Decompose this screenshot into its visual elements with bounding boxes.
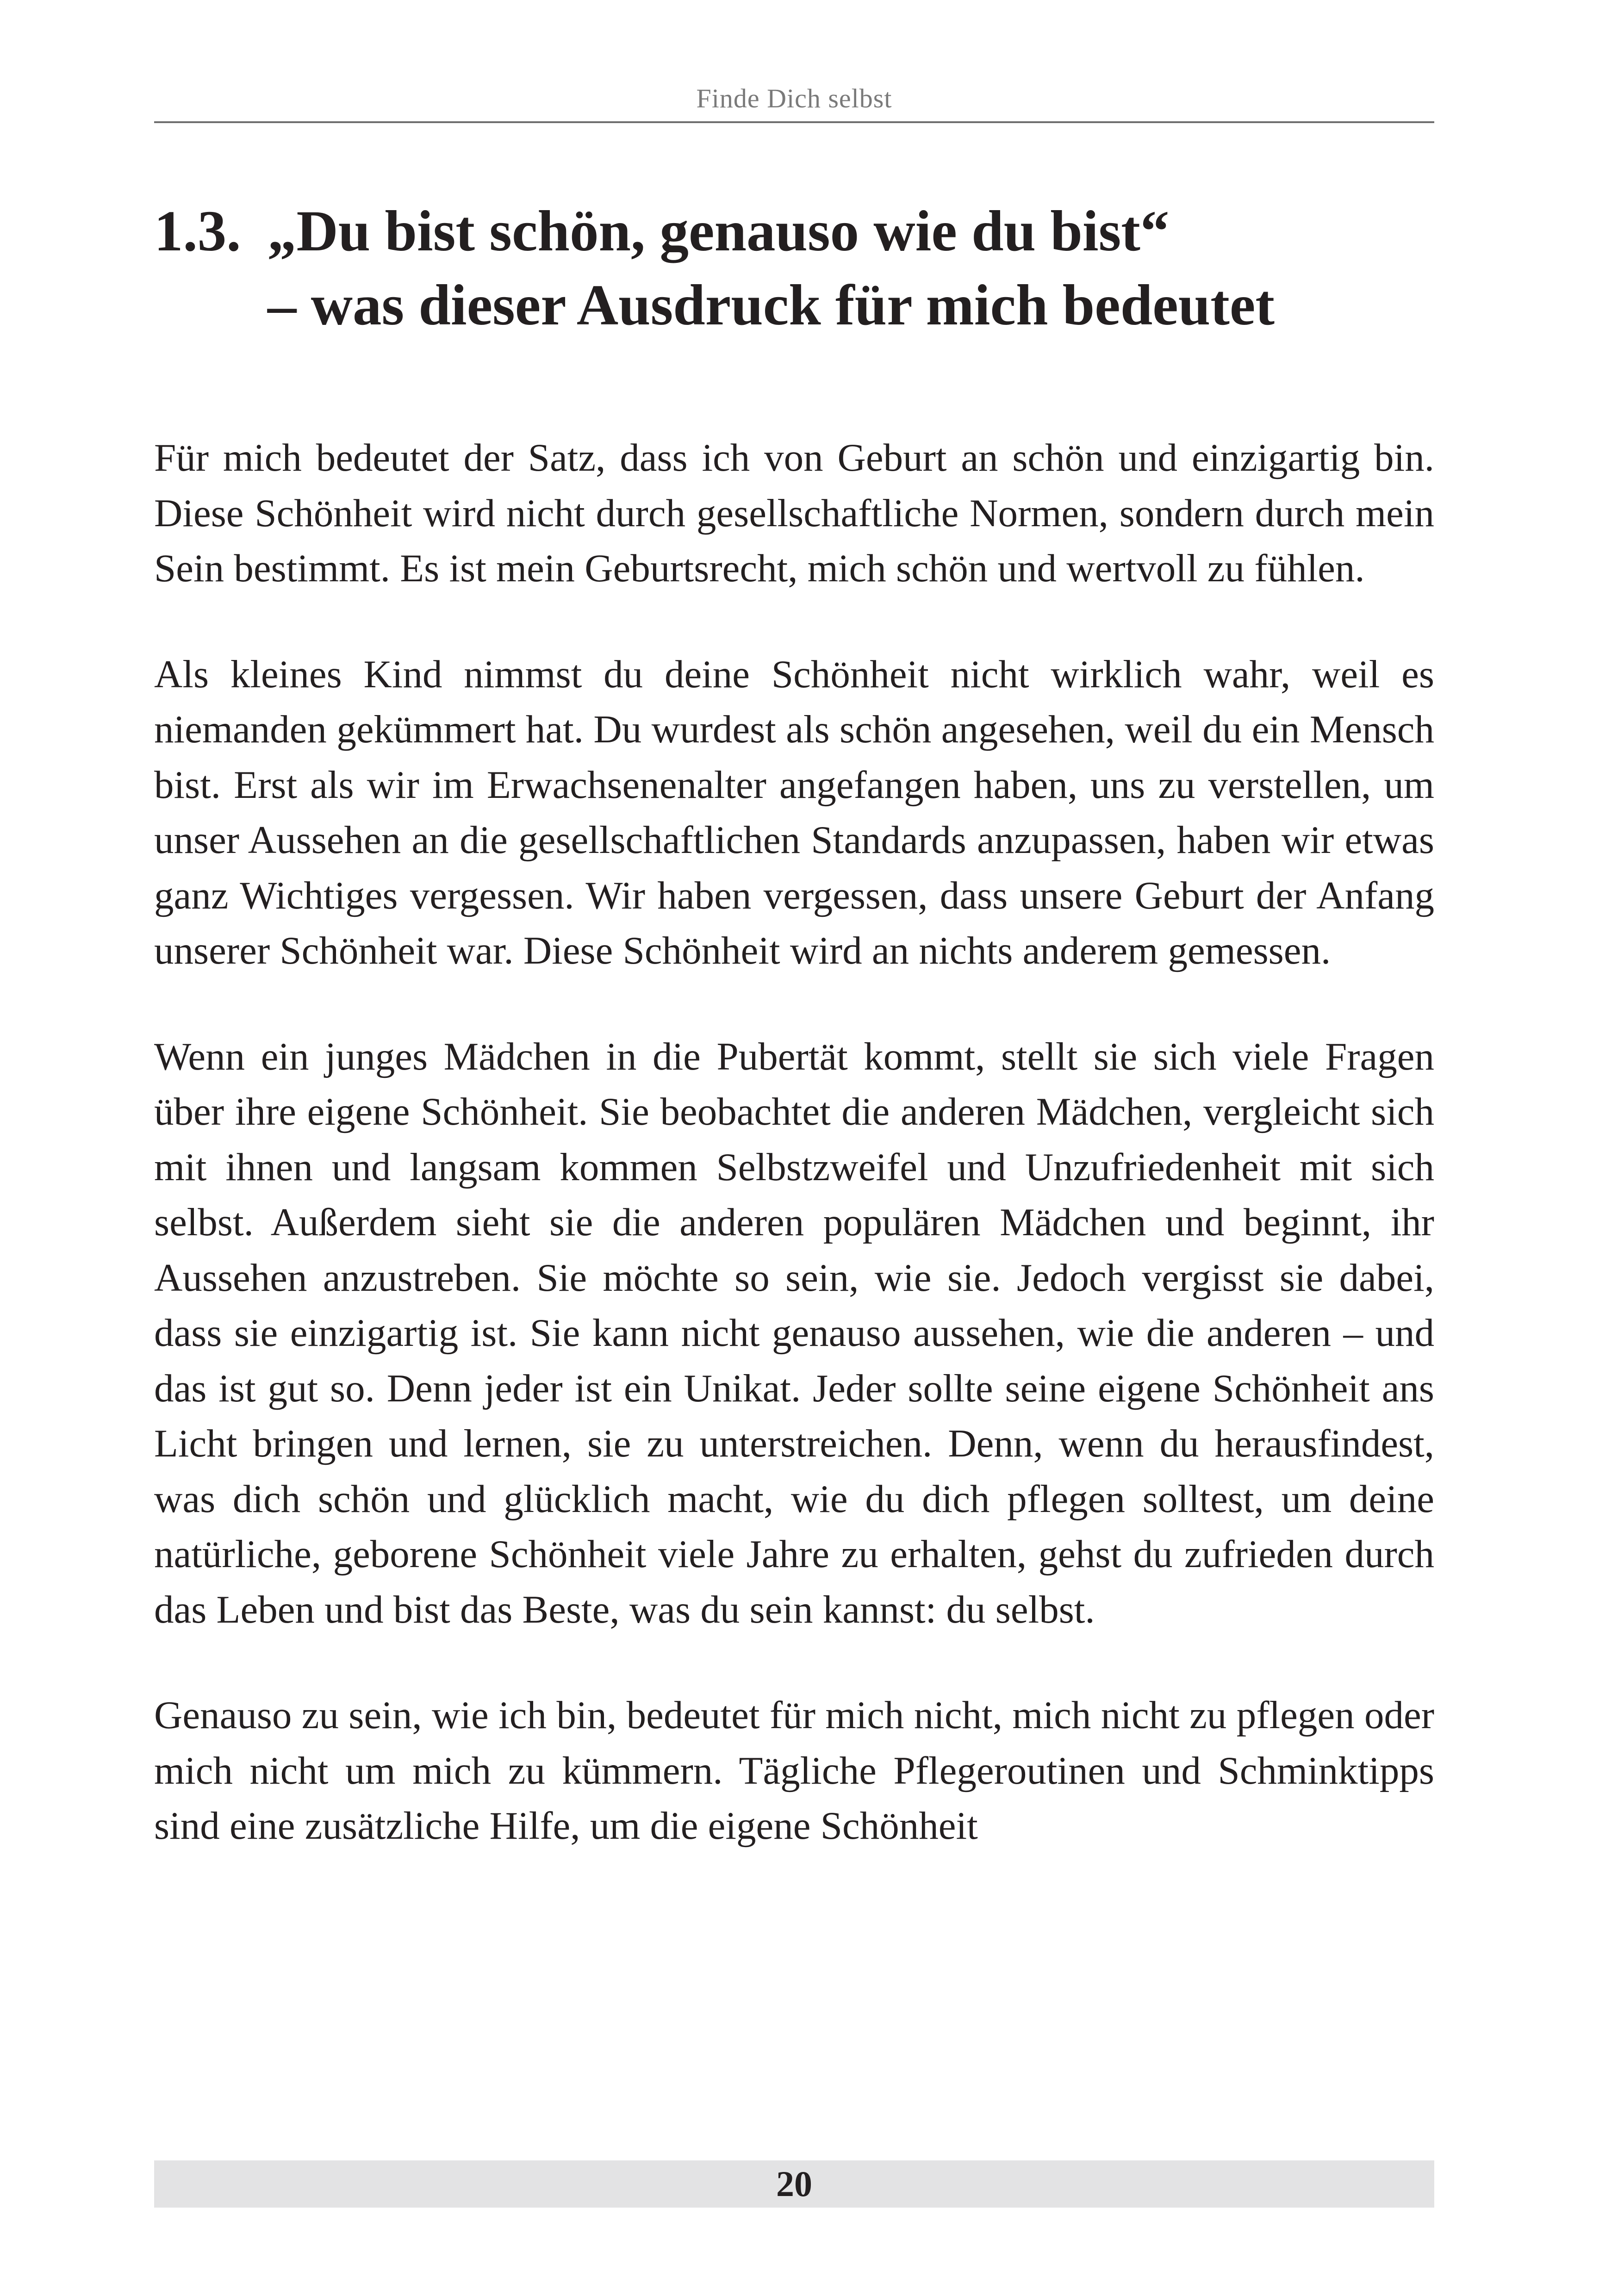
paragraph-3: Wenn ein junges Mädchen in die Pubertät kommt, stellt sie sich viele Fragen über ihre eigene Schönheit. Sie beobachtet die anderen Mädchen, vergleicht sich mit ihnen und langsam kommen Selbstzweifel und Unzufriedenheit mit sich selbst. Außerdem sieht sie die anderen populären Mädchen und beginnt, ihr Aussehen anzustreben. Sie möchte so sein, wie sie. Jedoch vergisst sie dabei, dass sie einzigartig ist. Sie kann nicht genauso aussehen, wie die anderen – und das ist gut so. Denn jeder ist ein Unikat. Jeder sollte seine eigene Schönheit ans Licht bringen und lernen, sie zu unterstreichen. Denn, wenn du herausfindest, was dich schön und glücklich macht, wie du dich pflegen solltest, um deine natürliche, geborene Schönheit viele Jahre zu erhalten, gehst du zufrieden durch das Leben und bist das Beste, was du sein kannst: du selbst. xyxy=(154,1034,1434,1631)
chapter-title xyxy=(154,194,1434,342)
header-rule xyxy=(154,121,1434,123)
running-header: Finde Dich selbst xyxy=(696,83,892,113)
chapter-title-row-2 xyxy=(154,268,1434,342)
chapter-title-line-1: „Du bist schön, genauso wie du bist“ xyxy=(268,199,1170,263)
body-text xyxy=(154,430,1434,1904)
chapter-number: 1.3. xyxy=(154,199,241,263)
page-number: 20 xyxy=(776,2164,812,2204)
paragraph-1: Für mich bedeutet der Satz, dass ich von Geburt an schön und einzigartig bin. Diese Schönheit wird nicht durch gesellschaftliche Normen, sondern durch mein Sein bestimmt. Es ist mein Geburtsrecht, mich schön und wertvoll zu fühlen. xyxy=(154,436,1434,590)
footer-bar xyxy=(154,2160,1434,2208)
chapter-title-line-2: – was dieser Ausdruck für mich bedeutet xyxy=(268,274,1275,337)
paragraph-2: Als kleines Kind nimmst du deine Schönheit nicht wirklich wahr, weil es niemanden gekümmert hat. Du wurdest als schön angesehen, weil du ein Mensch bist. Erst als wir im Erwachsenenalter angefangen haben, uns zu verstellen, um unser Aussehen an die gesellschaftlichen Standards anzupassen, haben wir etwas ganz Wichtiges vergessen. Wir haben vergessen, dass unsere Geburt der Anfang unserer Schönheit war. Diese Schönheit wird an nichts anderem gemessen. xyxy=(154,652,1434,972)
paragraph-4: Genauso zu sein, wie ich bin, bedeutet für mich nicht, mich nicht zu pflegen oder mich nicht um mich zu kümmern. Tägliche Pflegeroutinen und Schminktipps sind eine zusätzliche Hilfe, um die eigene Schönheit xyxy=(154,1693,1434,1848)
chapter-title-row-1 xyxy=(154,194,1434,268)
chapter-title-indent xyxy=(154,268,268,342)
